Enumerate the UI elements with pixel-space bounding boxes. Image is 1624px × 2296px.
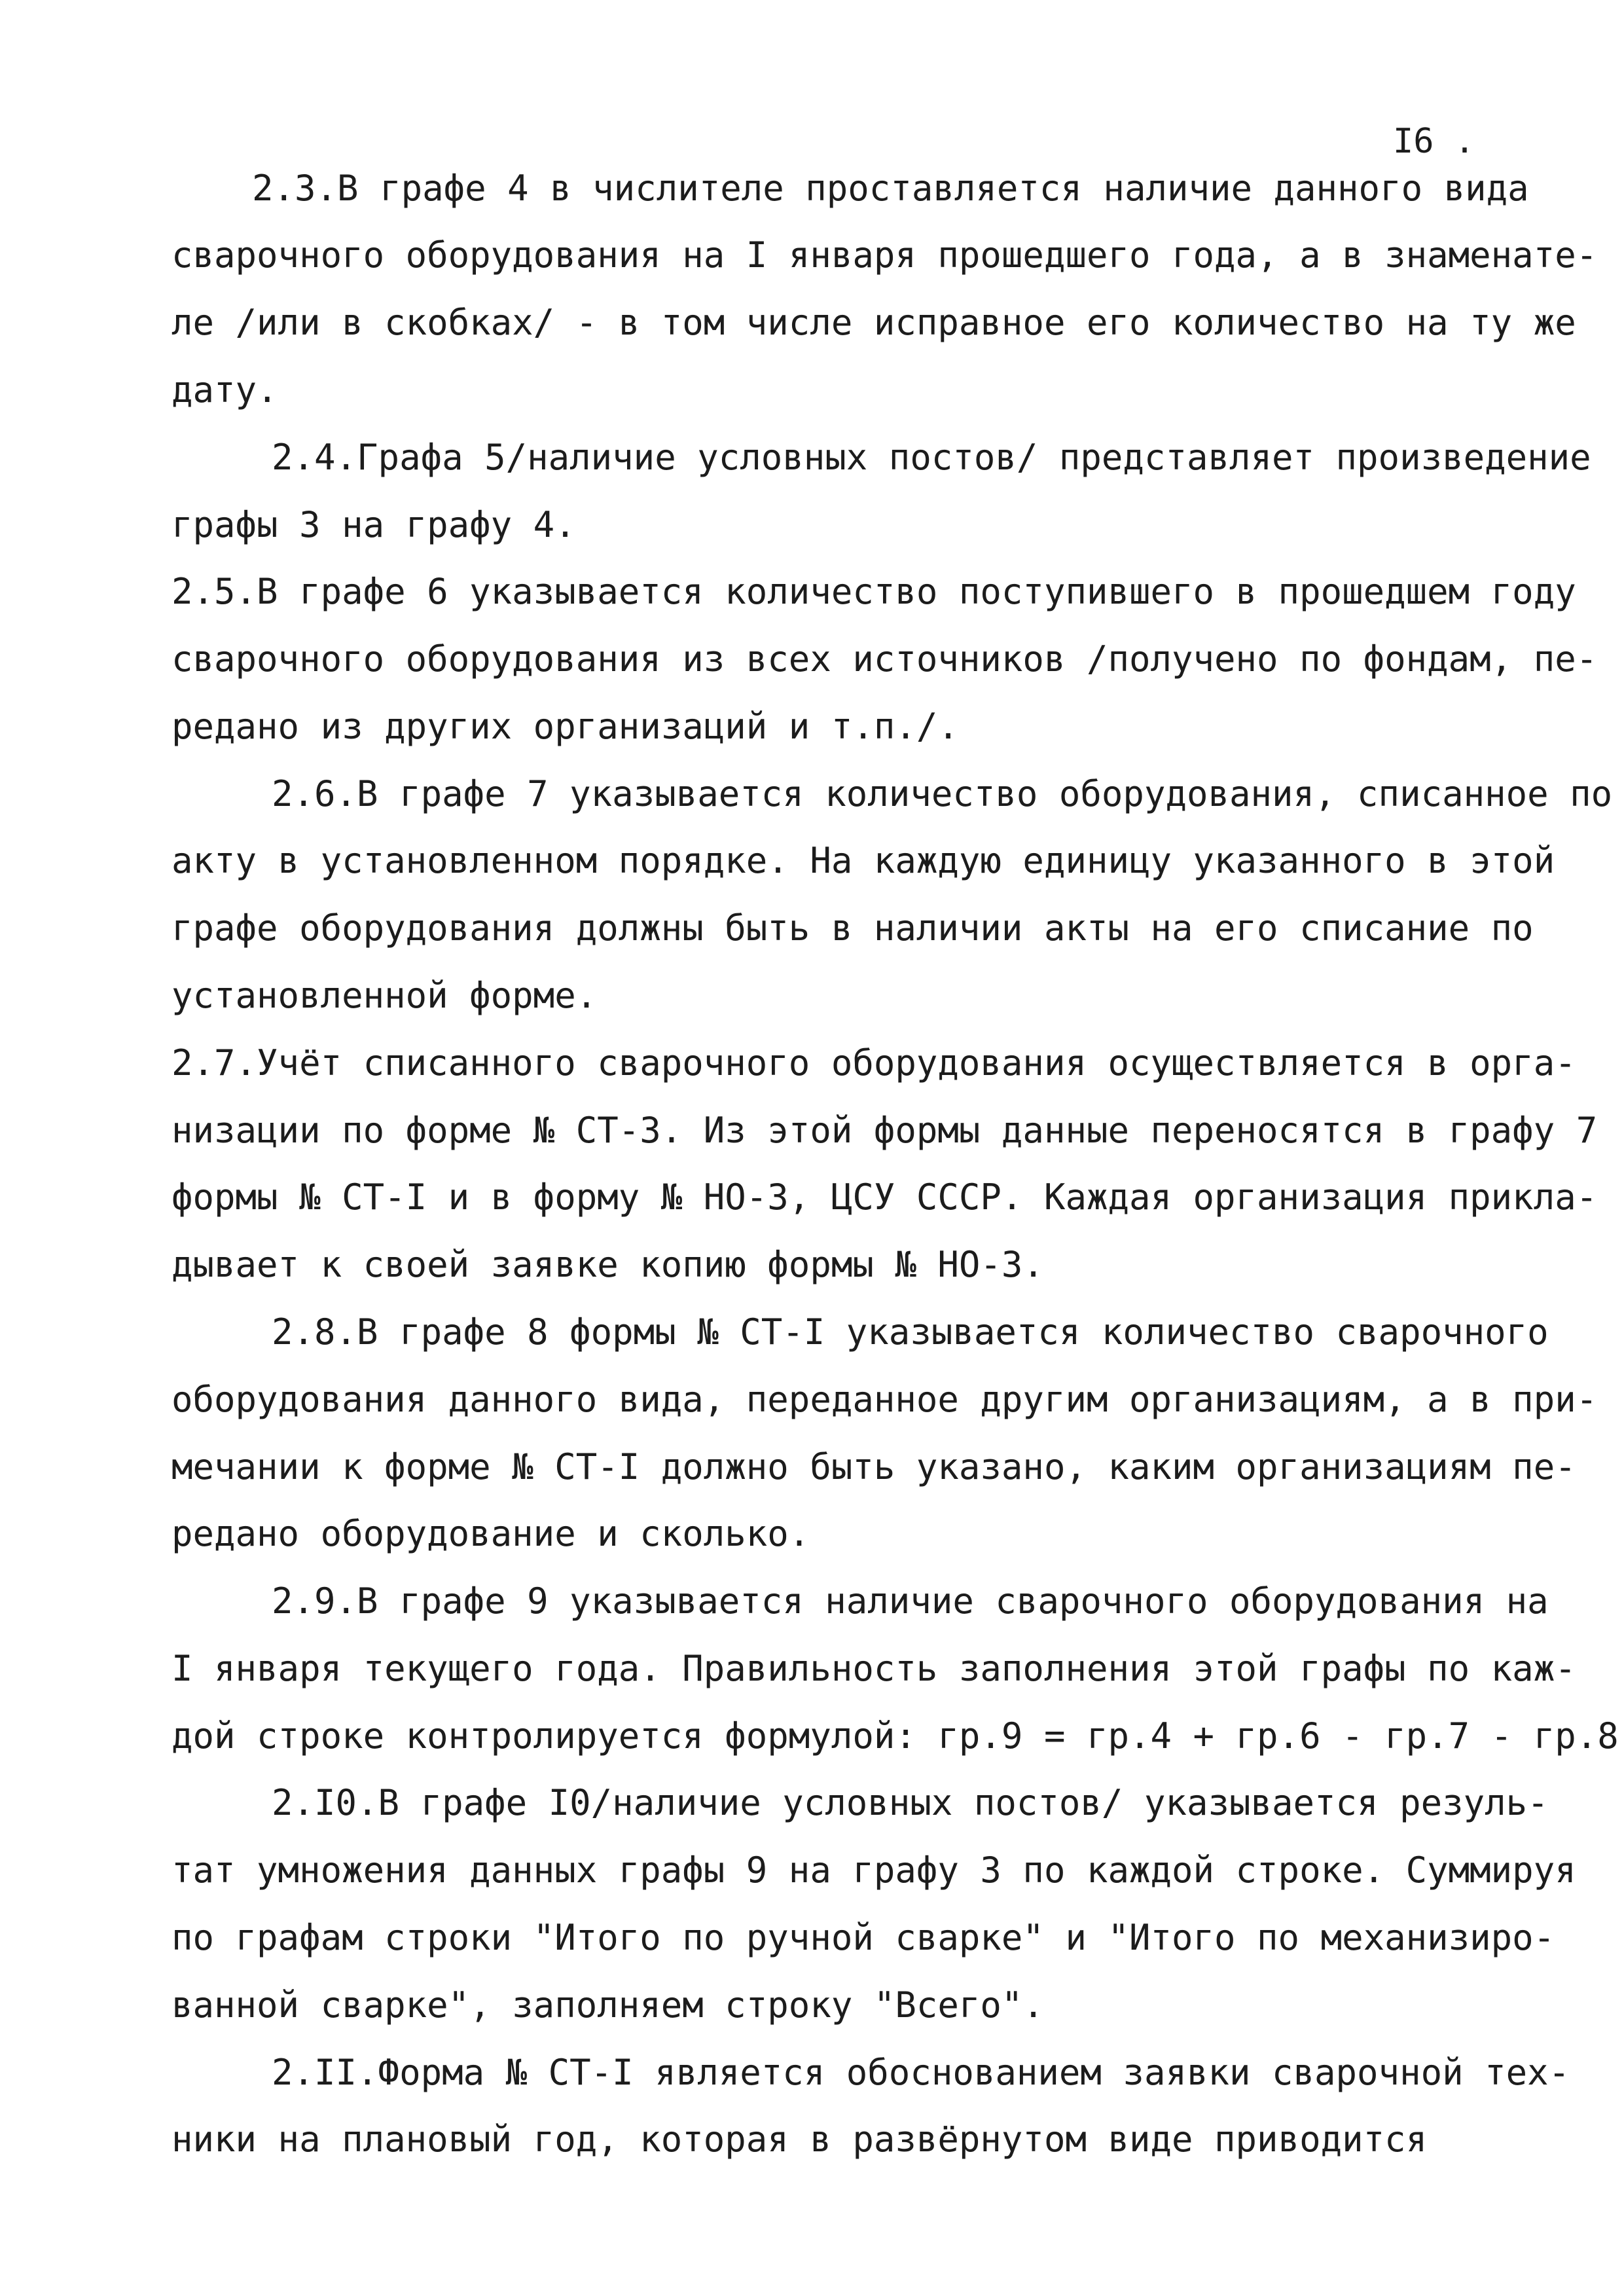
text-line: оборудования данного вида, переданное другим организациям, а в при- <box>171 1379 1598 1420</box>
text-line: формы № СТ-I и в форму № НО-3, ЦСУ СССР. Каждая организация прикла- <box>171 1176 1598 1218</box>
text-line: по графам строки "Итого по ручной сварке" и "Итого по механизиро- <box>171 1917 1555 1958</box>
text-line: 2.II.Форма № СТ-I является обоснованием заявки сварочной тех- <box>272 2052 1570 2093</box>
text-line: редано оборудование и сколько. <box>171 1513 810 1554</box>
text-line: мечании к форме № СТ-I должно быть указано, каким организациям пе- <box>171 1446 1576 1487</box>
text-line: низации по форме № СТ-3. Из этой формы данные переносятся в графу 7 <box>171 1110 1598 1151</box>
text-line: акту в установленном порядке. На каждую единицу указанного в этой <box>171 840 1555 881</box>
text-line: 2.5.В графе 6 указывается количество поступившего в прошедшем году <box>171 571 1576 612</box>
text-line: графы 3 на графу 4. <box>171 504 576 545</box>
text-line: 2.4.Графа 5/наличие условных постов/ представляет произведение <box>272 437 1591 478</box>
page-number: I6 . <box>1393 122 1475 161</box>
text-line: ле /или в скобках/ - в том числе исправное его количество на ту же <box>171 302 1576 343</box>
text-line: сварочного оборудования на I января прошедшего года, а в знаменате- <box>171 234 1598 276</box>
text-line: сварочного оборудования из всех источников /получено по фондам, пе- <box>171 638 1598 680</box>
text-line: тат умножения данных графы 9 на графу 3 по каждой строке. Суммируя <box>171 1850 1576 1891</box>
text-line: 2.I0.В графе I0/наличие условных постов/ указывается резуль- <box>272 1782 1549 1823</box>
text-line: дой строке контролируется формулой: гр.9 = гр.4 + гр.6 - гр.7 - гр.8 <box>171 1715 1619 1757</box>
text-line: 2.8.В графе 8 формы № СТ-I указывается количество сварочного <box>272 1311 1549 1353</box>
text-line: установленной форме. <box>171 975 598 1016</box>
text-line: ники на плановый год, которая в развёрнутом виде приводится <box>171 2119 1428 2160</box>
text-line: 2.3.В графе 4 в числителе проставляется наличие данного вида <box>252 168 1529 209</box>
text-line: 2.9.В графе 9 указывается наличие сварочного оборудования на <box>272 1580 1549 1622</box>
text-line: редано из других организаций и т.п./. <box>171 706 959 747</box>
text-line: графе оборудования должны быть в наличии акты на его списание по <box>171 907 1534 949</box>
text-line: дывает к своей заявке копию формы № НО-3. <box>171 1244 1044 1285</box>
text-line: I января текущего года. Правильность заполнения этой графы по каж- <box>171 1648 1576 1689</box>
text-line: дату. <box>171 369 278 410</box>
text-line: 2.6.В графе 7 указывается количество оборудования, списанное по <box>272 773 1613 814</box>
text-line: 2.7.Учёт списанного сварочного оборудования осуществляется в орга- <box>171 1042 1576 1084</box>
text-line: ванной сварке", заполняем строку "Всего". <box>171 1984 1044 2026</box>
